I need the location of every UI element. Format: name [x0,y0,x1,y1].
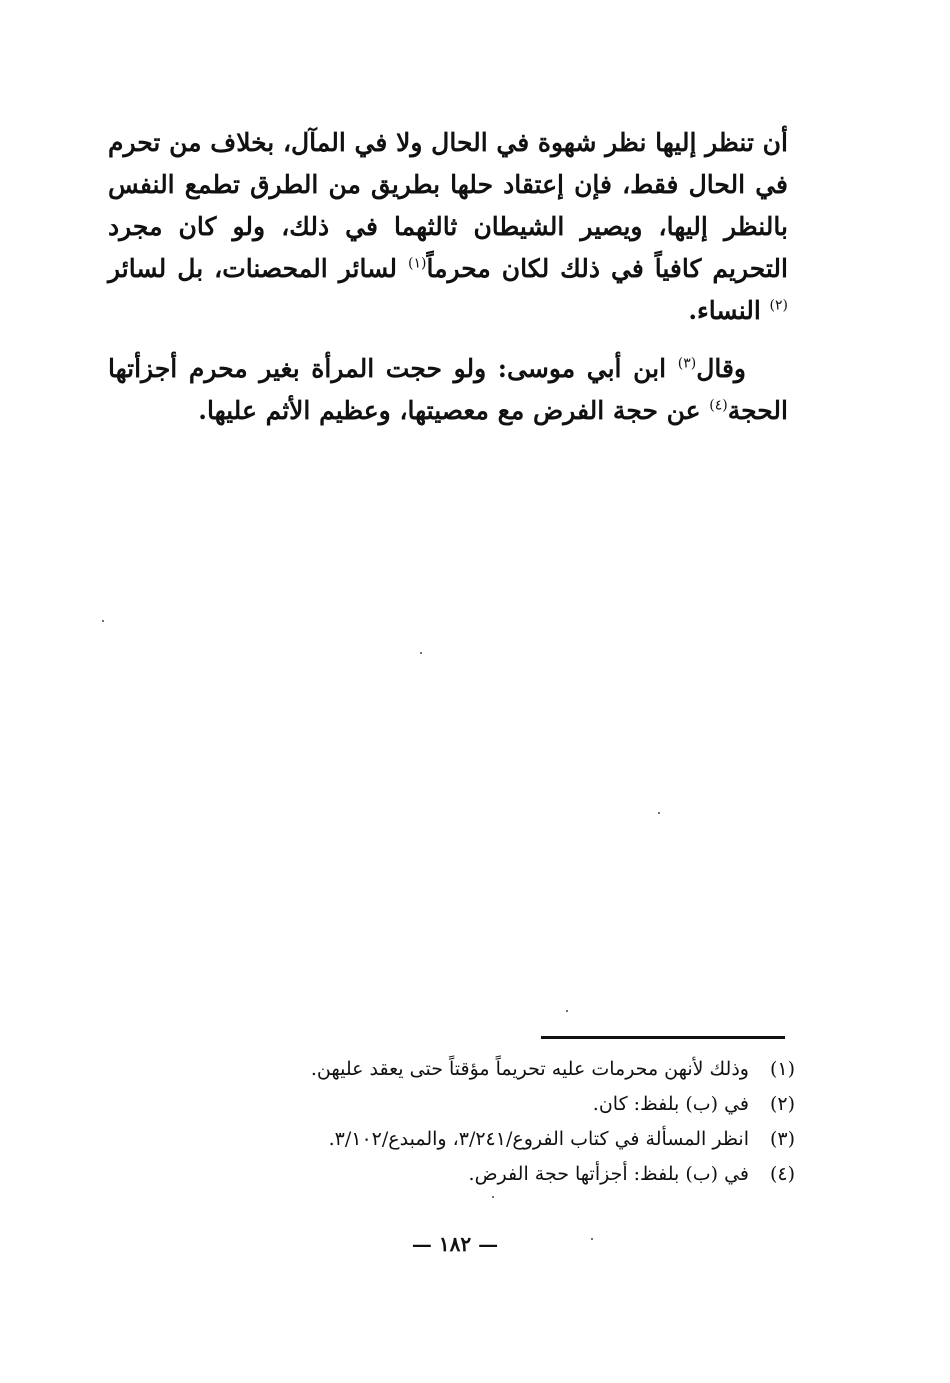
footnotes-section [200,1052,795,1192]
footnote-ref-1: (١) [408,255,427,272]
footnote-text: وذلك لأنهن محرمات عليه تحريماً مؤقتاً حتى يعقد عليهن. [310,1058,749,1080]
footnote-text: في (ب) بلفظ: كان. [592,1093,749,1115]
footnote-number: (٤) [769,1163,795,1185]
paragraph-1 [108,122,788,332]
paragraph-1-end-text: النساء. [688,296,770,325]
paragraph-1-text: أن تنظر إليها نظر شهوة في الحال ولا في المآل، بخلاف من تحرم في الحال فقط، فإن إعتقاد حلها بطريق من الطرق تطمع النفس بالنظر إليها، ويصير الشيطان ثالثهما في ذلك، ولو كان مجرد التحريم كافياً في ذلك لكان [108,128,788,283]
scan-speck [102,620,104,622]
page-number: — ١٨٢ — [411,1232,499,1256]
paragraph-2-start-text: وقال [696,354,746,383]
footnote-text: في (ب) بلفظ: أجزأتها حجة الفرض. [468,1163,749,1185]
main-text-block [108,122,788,432]
footnote-text: انظر المسألة في كتاب الفروع/٣/٢٤١، والمبدع/٣/١٠٢. [328,1128,749,1150]
footnote-3 [200,1122,795,1157]
footnote-ref-2: (٢) [769,297,788,314]
scan-speck [420,652,422,654]
footnote-number: (١) [769,1058,795,1080]
paragraph-2-middle-text: ابن أبي موسى: ولو حجت المرأة بغير محرم أجزأتها الحجة [108,354,788,425]
footnote-ref-4: (٤) [709,397,728,414]
footnote-2 [200,1087,795,1122]
scan-speck [591,1238,593,1240]
footnote-1 [200,1052,795,1087]
scan-speck [658,812,660,814]
footnote-separator [541,1036,785,1039]
footnote-number: (٣) [769,1128,795,1150]
paragraph-1-word-before-ref-1: محرماً [426,254,491,283]
footnote-4 [200,1157,795,1192]
scan-speck [566,1010,568,1012]
scan-speck [492,1196,494,1198]
paragraph-2 [108,348,788,432]
paragraph-1-middle-text: لسائر المحصنات، بل لسائر [108,254,408,283]
footnote-number: (٢) [769,1093,795,1115]
paragraph-2-end-text: عن حجة الفرض مع معصيتها، وعظيم الأثم عليها. [198,396,710,425]
footnote-ref-3: (٣) [677,355,697,372]
